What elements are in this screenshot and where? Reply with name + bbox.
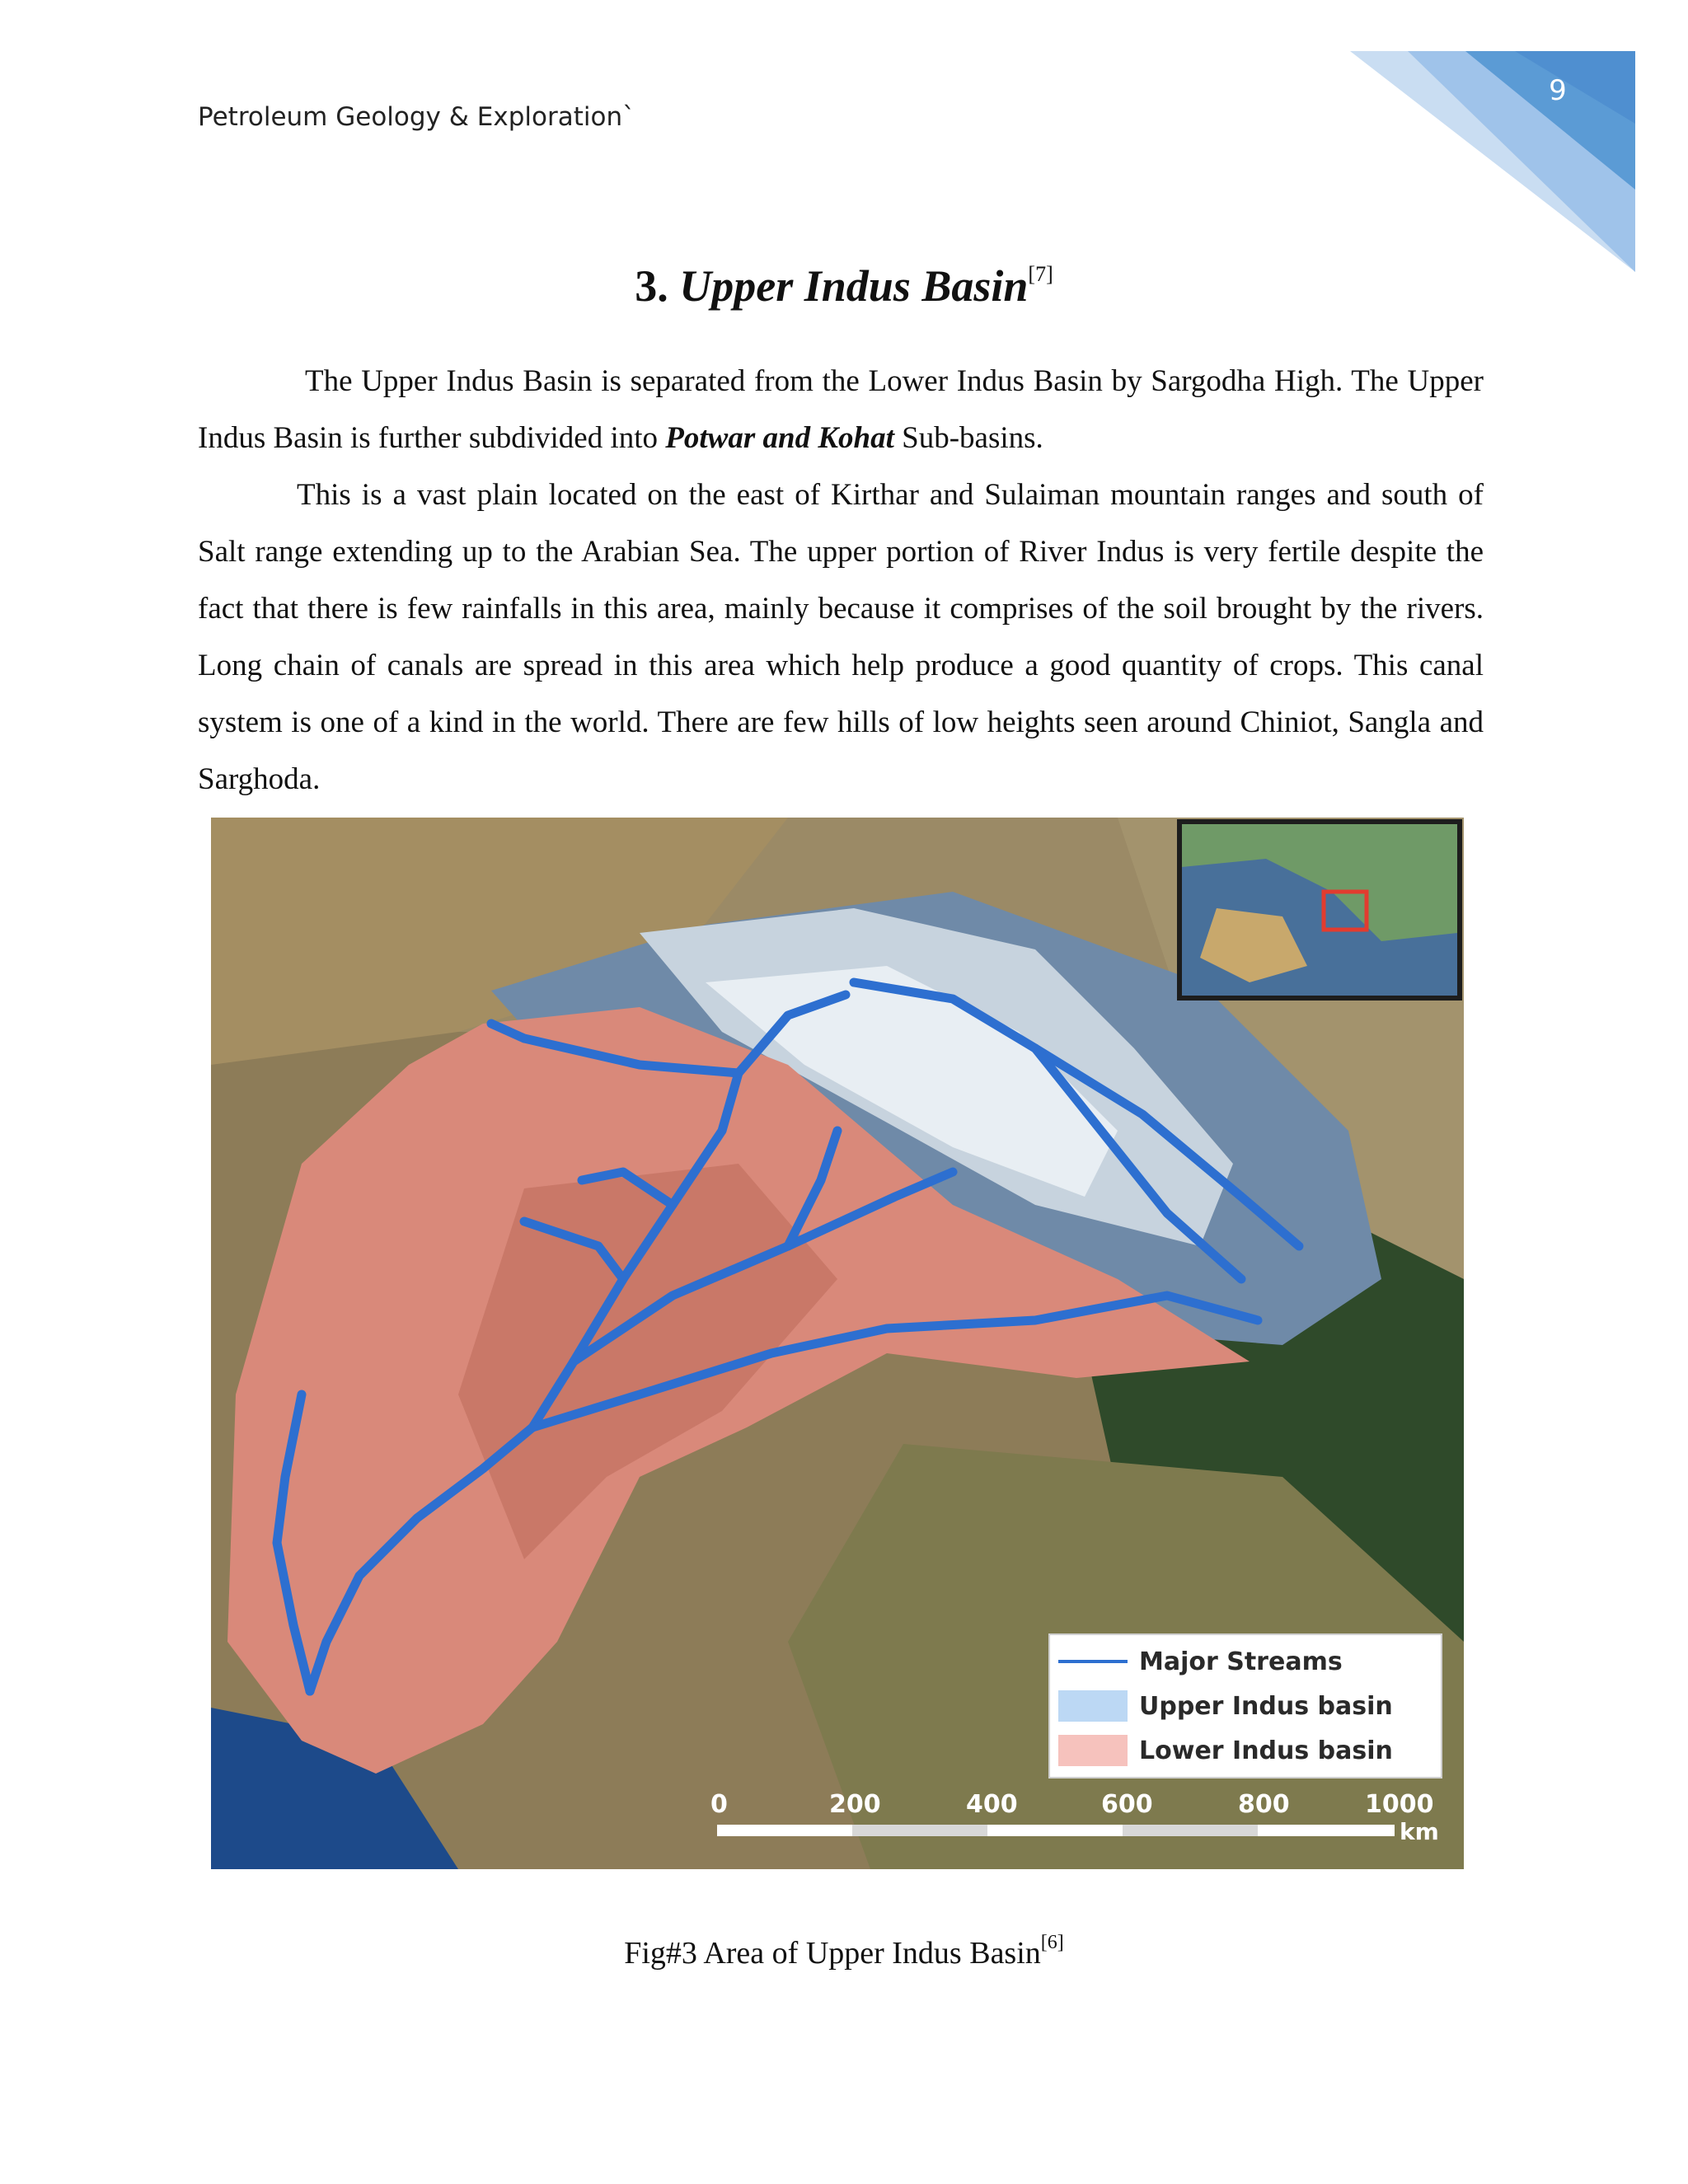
paragraph-1-text: The Upper Indus Basin is separated from the Lower Indus Basin by Sargodha High. The Upper Indus Basin is further subdivided into [198,364,1484,455]
legend-item-lower-basin [1058,1732,1393,1769]
paragraph-1-emphasis: Potwar and Kohat [665,421,894,455]
paragraph-1-tail: Sub-basins. [893,421,1043,455]
paragraph-1 [198,353,1484,466]
section-title: Upper Indus Basin [679,261,1029,311]
legend-swatch-streams [1058,1660,1128,1663]
scale-tick-label: 800 [1238,1790,1290,1819]
basin-map-figure [211,818,1464,1869]
paragraph-2: This is a vast plain located on the east of Kirthar and Sulaiman mountain ranges and south of Salt range extending up to the Arabian Sea. The upper portion of River Indus is very fertile despite the fact that there is few rainfalls in this area, mainly because it comprises of the soil brought by the rivers. Long chain of canals are spread in this area which help produce a good quantity of crops. This canal system is one of a kind in the world. There are few hills of low heights seen around Chiniot, Sangla and Sarghoda. [198,478,1484,796]
legend-label-streams: Major Streams [1139,1647,1343,1676]
scale-labels [706,1790,1464,1823]
section-heading [0,260,1688,312]
legend-item-streams [1058,1643,1343,1680]
page-number: 9 [1549,74,1567,107]
legend-swatch-lower-basin [1058,1735,1128,1766]
scale-tick-label: 0 [710,1790,728,1819]
scale-tick-label: 1000 [1365,1790,1434,1819]
legend-label-lower-basin: Lower Indus basin [1139,1736,1393,1765]
section-citation: [7] [1028,262,1053,286]
caption-citation: [6] [1040,1932,1064,1953]
legend-label-upper-basin: Upper Indus basin [1139,1691,1393,1721]
scale-tick-label: 400 [966,1790,1018,1819]
scale-unit: km [1400,1818,1439,1845]
scale-tick-label: 200 [829,1790,881,1819]
section-number: 3. [635,261,668,311]
running-header: Petroleum Geology & Exploration` [198,102,635,132]
figure-caption [0,1932,1688,1971]
scale-tick-label: 600 [1101,1790,1153,1819]
legend-item-upper-basin [1058,1688,1393,1724]
legend-swatch-upper-basin [1058,1690,1128,1722]
caption-text: Fig#3 Area of Upper Indus Basin [624,1936,1041,1971]
corner-decoration [1301,0,1688,272]
scale-bar [717,1825,1395,1836]
map-legend [1048,1633,1442,1779]
body-text [198,353,1484,808]
